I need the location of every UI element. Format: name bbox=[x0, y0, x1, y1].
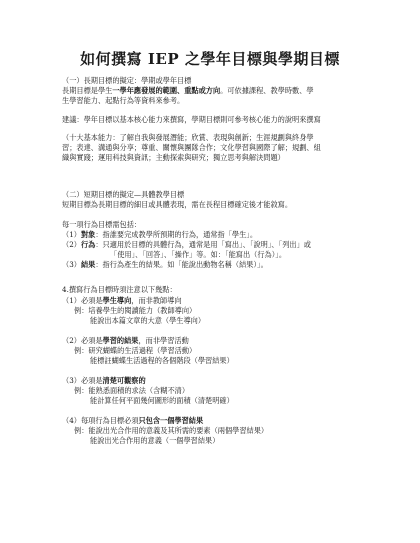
point1-example1: 例：培養學生的閱讀能力（教師導向） bbox=[74, 306, 197, 315]
text-run: （3）必須是 bbox=[62, 376, 103, 385]
criteria-item-behavior-cont: 「使用」、「回答」、「操作」等。如：「能寫出（行為）」。 bbox=[110, 250, 287, 259]
point1-example2: 能說出本篇文章的大意（學生導向） bbox=[90, 316, 206, 325]
text-run: 。可依據課程、教學時數、學 bbox=[220, 86, 314, 95]
bold-text: 結果 bbox=[80, 260, 96, 269]
section2-line1: 短期目標為長期目標的細目或具體表現，需在長程目標確定後才能敘寫。 bbox=[62, 200, 293, 209]
point4-heading bbox=[62, 416, 203, 425]
point4-example1: 例：能說出光合作用的意義及其所需的要素（兩個學習結果） bbox=[74, 426, 269, 435]
item-number: （2） bbox=[62, 240, 81, 249]
point2-example2: 能標註蝴蝶生活過程的各個階段（學習結果） bbox=[90, 356, 234, 365]
section1-line1 bbox=[62, 86, 314, 95]
bold-text: 學習的結果 bbox=[102, 336, 139, 345]
text-run: （2）必須是 bbox=[62, 336, 103, 345]
item-number: （1） bbox=[62, 230, 81, 239]
text-run: （1）必須是 bbox=[62, 296, 103, 305]
point3-example1: 例：能熟悉面積的求法（含糊不清） bbox=[74, 386, 190, 395]
text-run: 長期目標是學生 bbox=[62, 86, 113, 95]
criteria-item-subject bbox=[62, 230, 257, 239]
bold-text: 對象 bbox=[80, 230, 96, 239]
section1-heading: （一）長期目標的擬定：學期或學年目標 bbox=[62, 76, 192, 85]
bold-text: 學生導向 bbox=[102, 296, 132, 305]
bold-text: 行為 bbox=[80, 240, 96, 249]
point3-heading bbox=[62, 376, 146, 385]
bold-text: 只包含一個學習結果 bbox=[138, 416, 204, 425]
point1-heading bbox=[62, 296, 182, 305]
section2-line2: 每一項行為目標需包括： bbox=[62, 220, 142, 229]
point2-heading bbox=[62, 336, 189, 345]
point4-example2: 能說出光合作用的意義（一個學習結果） bbox=[90, 436, 220, 445]
point3-example2: 能計算任何平面幾何圖形的面積（清楚明確） bbox=[90, 396, 234, 405]
text-run: ：只適用於目標的具體行為，通常是用「寫出」、「說明」、「列出」或 bbox=[95, 240, 311, 249]
text-run: （4）每項行為目標必須 bbox=[62, 416, 139, 425]
text-run: ，而非教師導向 bbox=[131, 296, 182, 305]
bold-text: 清楚可觀察的 bbox=[102, 376, 146, 385]
section1-line2: 生學習能力、起點行為等資料來參考。 bbox=[62, 96, 185, 105]
text-run: ：指誰要完成教學所預期的行為，通常指「學生」。 bbox=[95, 230, 258, 239]
section1-suggestion: 建議：學年目標以基本核心能力來撰寫，學期目標則可參考核心能力的說明來撰寫 bbox=[62, 115, 321, 124]
section1-abilities-2: 習；表達、溝通與分享；尊重、關懷與團隊合作；文化學習與國際了解；規劃、組 bbox=[62, 143, 321, 152]
section1-abilities-3: 織與實踐；運用科技與資訊；主動探索與研究；獨立思考與解決問題） bbox=[62, 153, 285, 162]
bold-text: 一學年應發展的範圍、重點或方向 bbox=[112, 86, 221, 95]
section1-abilities-1: （十大基本能力：了解自我與發展潛能；欣賞、表現與創新；生涯規劃與終身學 bbox=[62, 133, 314, 142]
text-run: ：指行為產生的結果。如「能說出動物名稱（結果）」。 bbox=[95, 260, 268, 269]
page-title: 如何撰寫 IEP 之學年目標與學期目標 bbox=[80, 50, 340, 68]
section3-heading: 4.撰寫行為目標時須注意以下幾點： bbox=[62, 285, 177, 294]
text-run: ，而非學習活動 bbox=[138, 336, 189, 345]
criteria-item-result bbox=[62, 260, 268, 269]
point2-example1: 例：研究蝴蝶的生活過程（學習活動） bbox=[74, 346, 197, 355]
item-number: （3） bbox=[62, 260, 81, 269]
criteria-item-behavior bbox=[62, 240, 311, 249]
section2-heading: （二）短期目標的擬定—具體教學目標 bbox=[62, 190, 185, 199]
